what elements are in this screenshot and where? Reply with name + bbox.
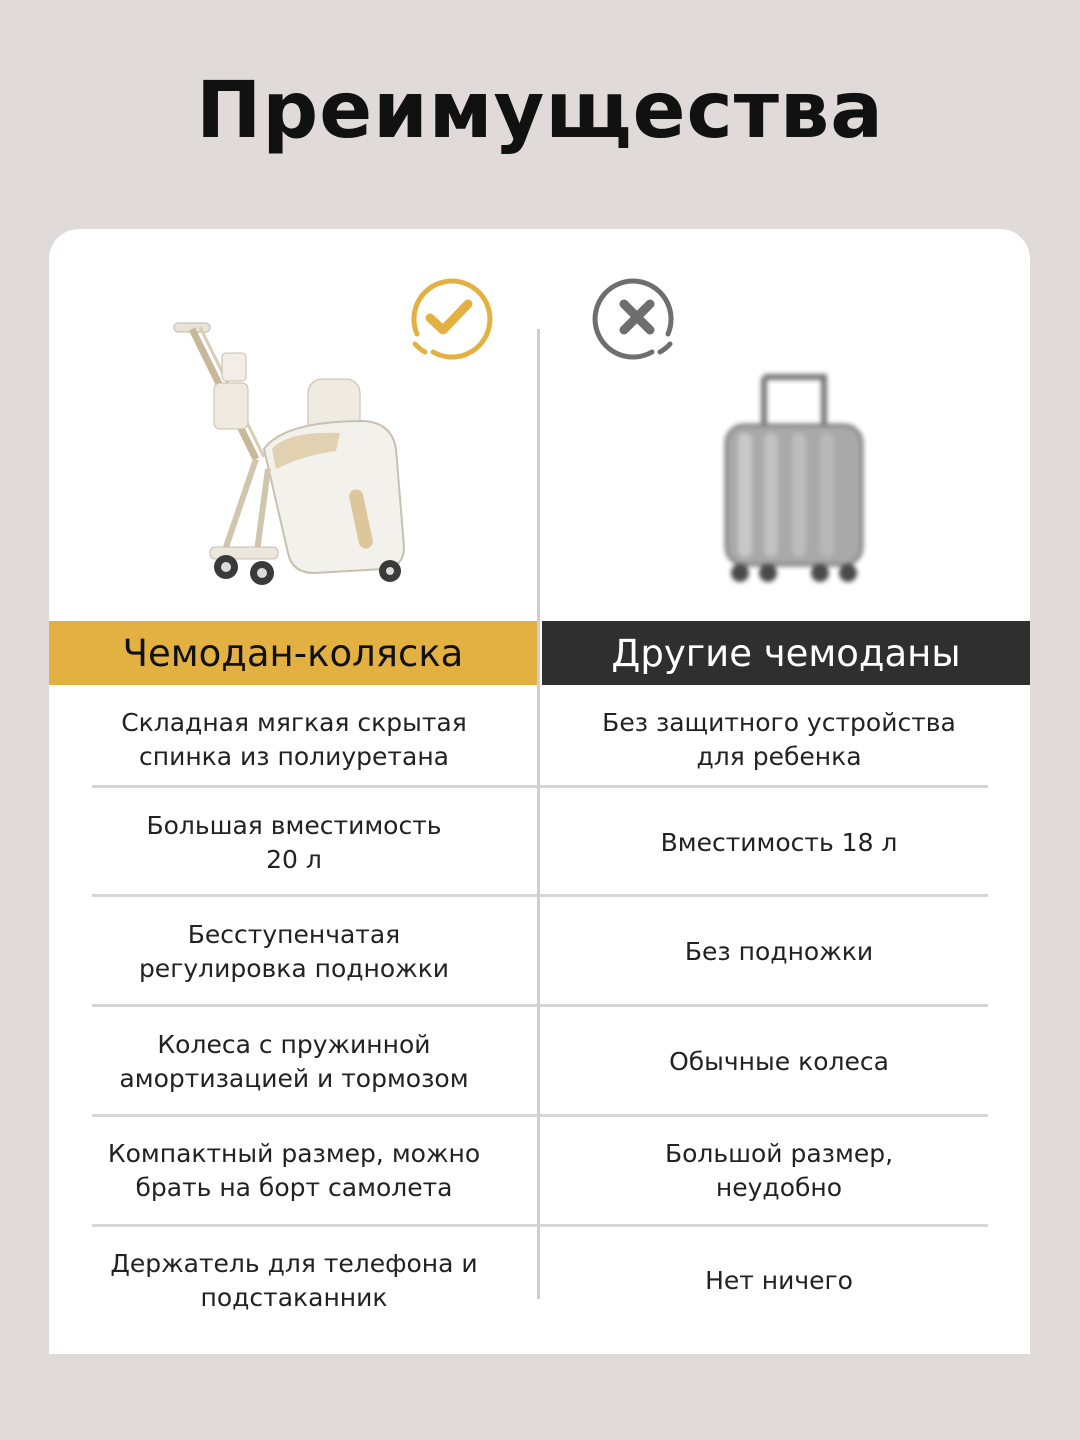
row-divider (540, 785, 988, 788)
row-5-left: Компактный размер, можно брать на борт самолета (107, 1139, 481, 1202)
row-divider (92, 785, 537, 788)
header-other-suitcases: Другие чемоданы (542, 621, 1030, 685)
row-divider (92, 1114, 537, 1117)
row-4-left: Колеса с пружинной амортизацией и тормозом (119, 1030, 469, 1093)
row-divider (92, 894, 537, 897)
row-divider (540, 1004, 988, 1007)
cross-circle-icon (592, 272, 682, 362)
ride-on-suitcase-stroller-image (164, 309, 424, 599)
column-divider (537, 329, 540, 1299)
row-6-left: Держатель для телефона и подстаканник (110, 1249, 478, 1312)
row-4-right: Обычные колеса (669, 1047, 889, 1076)
comparison-card (49, 229, 1030, 1354)
row-2-left: Большая вместимость 20 л (146, 811, 442, 874)
row-3-left: Бесступенчатая регулировка подножки (138, 920, 450, 983)
row-5-right: Большой размер, неудобно (664, 1139, 894, 1202)
row-divider (540, 1224, 988, 1227)
row-divider (92, 1004, 537, 1007)
row-6-right: Нет ничего (705, 1266, 853, 1295)
regular-suitcase-image (714, 369, 874, 589)
row-2-right: Вместимость 18 л (660, 828, 898, 857)
row-3-right: Без подножки (684, 937, 874, 966)
page-title: Преимущества (196, 66, 884, 156)
row-1-left: Складная мягкая скрытая спинка из полиуретана (121, 708, 467, 771)
row-divider (540, 1114, 988, 1117)
row-divider (92, 1224, 537, 1227)
row-divider (540, 894, 988, 897)
header-stroller-suitcase: Чемодан-коляска (49, 621, 537, 685)
row-1-right: Без защитного устройства для ребенка (602, 708, 956, 771)
